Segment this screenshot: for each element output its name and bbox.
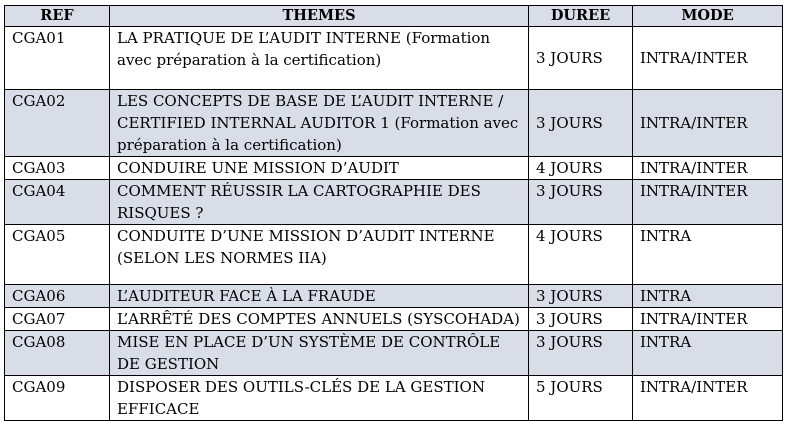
ref-cell: CGA07 (5, 308, 110, 331)
header-themes: THEMES (110, 6, 529, 27)
ref-cell: CGA04 (5, 180, 110, 225)
duree-cell: 3 JOURS (529, 27, 633, 90)
mode-cell: INTRA/INTER (633, 308, 783, 331)
ref-cell: CGA01 (5, 27, 110, 90)
ref-cell: CGA03 (5, 157, 110, 180)
theme-cell: DISPOSER DES OUTILS-CLÉS DE LA GESTION EFFICACE (110, 376, 529, 421)
header-duree: DUREE (529, 6, 633, 27)
header-ref: REF (5, 6, 110, 27)
theme-cell: CONDUITE D’UNE MISSION D’AUDIT INTERNE (SELON LES NORMES IIA) (110, 225, 529, 285)
header-mode: MODE (633, 6, 783, 27)
mode-cell: INTRA/INTER (633, 180, 783, 225)
ref-cell: CGA08 (5, 331, 110, 376)
duree-cell: 4 JOURS (529, 157, 633, 180)
theme-cell: LA PRATIQUE DE L’AUDIT INTERNE (Formation avec préparation à la certification) (110, 27, 529, 90)
theme-cell: CONDUIRE UNE MISSION D’AUDIT (110, 157, 529, 180)
duree-cell: 3 JOURS (529, 331, 633, 376)
duree-cell: 4 JOURS (529, 225, 633, 285)
theme-cell: LES CONCEPTS DE BASE DE L’AUDIT INTERNE / CERTIFIED INTERNAL AUDITOR 1 (Formation avec préparation à la certification) (110, 90, 529, 157)
mode-cell: INTRA/INTER (633, 157, 783, 180)
duree-cell: 5 JOURS (529, 376, 633, 421)
mode-cell: INTRA/INTER (633, 376, 783, 421)
table-row (5, 308, 783, 331)
table-header-row (5, 6, 783, 27)
theme-cell: L’AUDITEUR FACE À LA FRAUDE (110, 285, 529, 308)
theme-cell: COMMENT RÉUSSIR LA CARTOGRAPHIE DES RISQUES ? (110, 180, 529, 225)
mode-cell: INTRA/INTER (633, 27, 783, 90)
duree-cell: 3 JOURS (529, 90, 633, 157)
table-row (5, 27, 783, 90)
duree-cell: 3 JOURS (529, 308, 633, 331)
training-catalog-table (4, 5, 783, 421)
mode-cell: INTRA (633, 285, 783, 308)
ref-cell: CGA09 (5, 376, 110, 421)
table-row (5, 157, 783, 180)
duree-cell: 3 JOURS (529, 285, 633, 308)
table-row (5, 225, 783, 285)
table-row (5, 331, 783, 376)
table-row (5, 90, 783, 157)
table-row (5, 180, 783, 225)
theme-cell: MISE EN PLACE D’UN SYSTÈME DE CONTRÔLE DE GESTION (110, 331, 529, 376)
mode-cell: INTRA/INTER (633, 90, 783, 157)
ref-cell: CGA05 (5, 225, 110, 285)
ref-cell: CGA02 (5, 90, 110, 157)
duree-cell: 3 JOURS (529, 180, 633, 225)
table-row (5, 285, 783, 308)
mode-cell: INTRA (633, 331, 783, 376)
theme-cell: L’ARRÊTÉ DES COMPTES ANNUELS (SYSCOHADA) (110, 308, 529, 331)
ref-cell: CGA06 (5, 285, 110, 308)
mode-cell: INTRA (633, 225, 783, 285)
